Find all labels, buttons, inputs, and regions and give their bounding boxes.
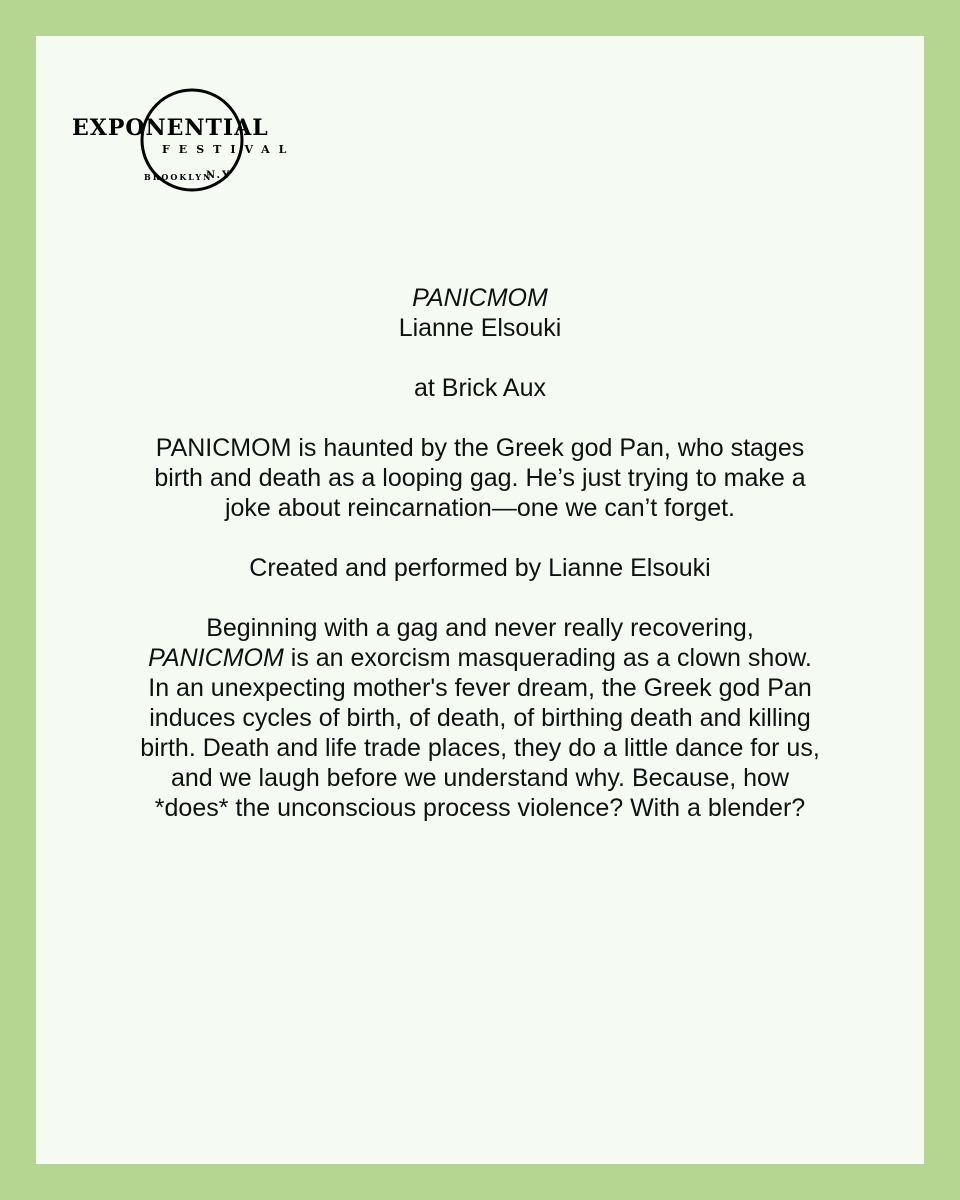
show-title: PANICMOM — [412, 284, 548, 312]
description-line: induces cycles of birth, of death, of birthing death and killing — [149, 704, 811, 732]
logo-line1: EXPONENTIAL — [72, 115, 269, 141]
credit: Created and performed by Lianne Elsouki — [249, 554, 711, 582]
description-line: Beginning with a gag and never really recovering, — [206, 614, 754, 642]
logo-line4: N.Y — [206, 170, 232, 181]
blurb-line: birth and death as a looping gag. He’s just trying to make a — [154, 464, 806, 492]
description-text: is an exorcism masquerading as a clown show. — [283, 644, 812, 672]
description-line: In an unexpecting mother's fever dream, the Greek god Pan — [148, 674, 812, 702]
logo-line3: BROOKLYN — [144, 172, 213, 182]
description-title: PANICMOM — [148, 644, 284, 672]
description-line: *does* the unconscious process violence? With a blender? — [154, 794, 806, 822]
description-line — [36, 643, 924, 673]
description — [36, 613, 924, 823]
venue: at Brick Aux — [414, 374, 546, 402]
description-line: and we laugh before we understand why. Because, how — [171, 764, 789, 792]
event-description — [36, 283, 924, 823]
artist-name: Lianne Elsouki — [398, 314, 562, 342]
blurb-line: PANICMOM is haunted by the Greek god Pan, who stages — [155, 434, 805, 462]
exponential-festival-logo — [70, 88, 296, 198]
logo-line2: FESTIVAL — [162, 143, 296, 156]
description-line: birth. Death and life trade places, they do a little dance for us, — [140, 734, 820, 762]
blurb — [36, 433, 924, 523]
blurb-line: joke about reincarnation—one we can’t forget. — [224, 494, 736, 522]
